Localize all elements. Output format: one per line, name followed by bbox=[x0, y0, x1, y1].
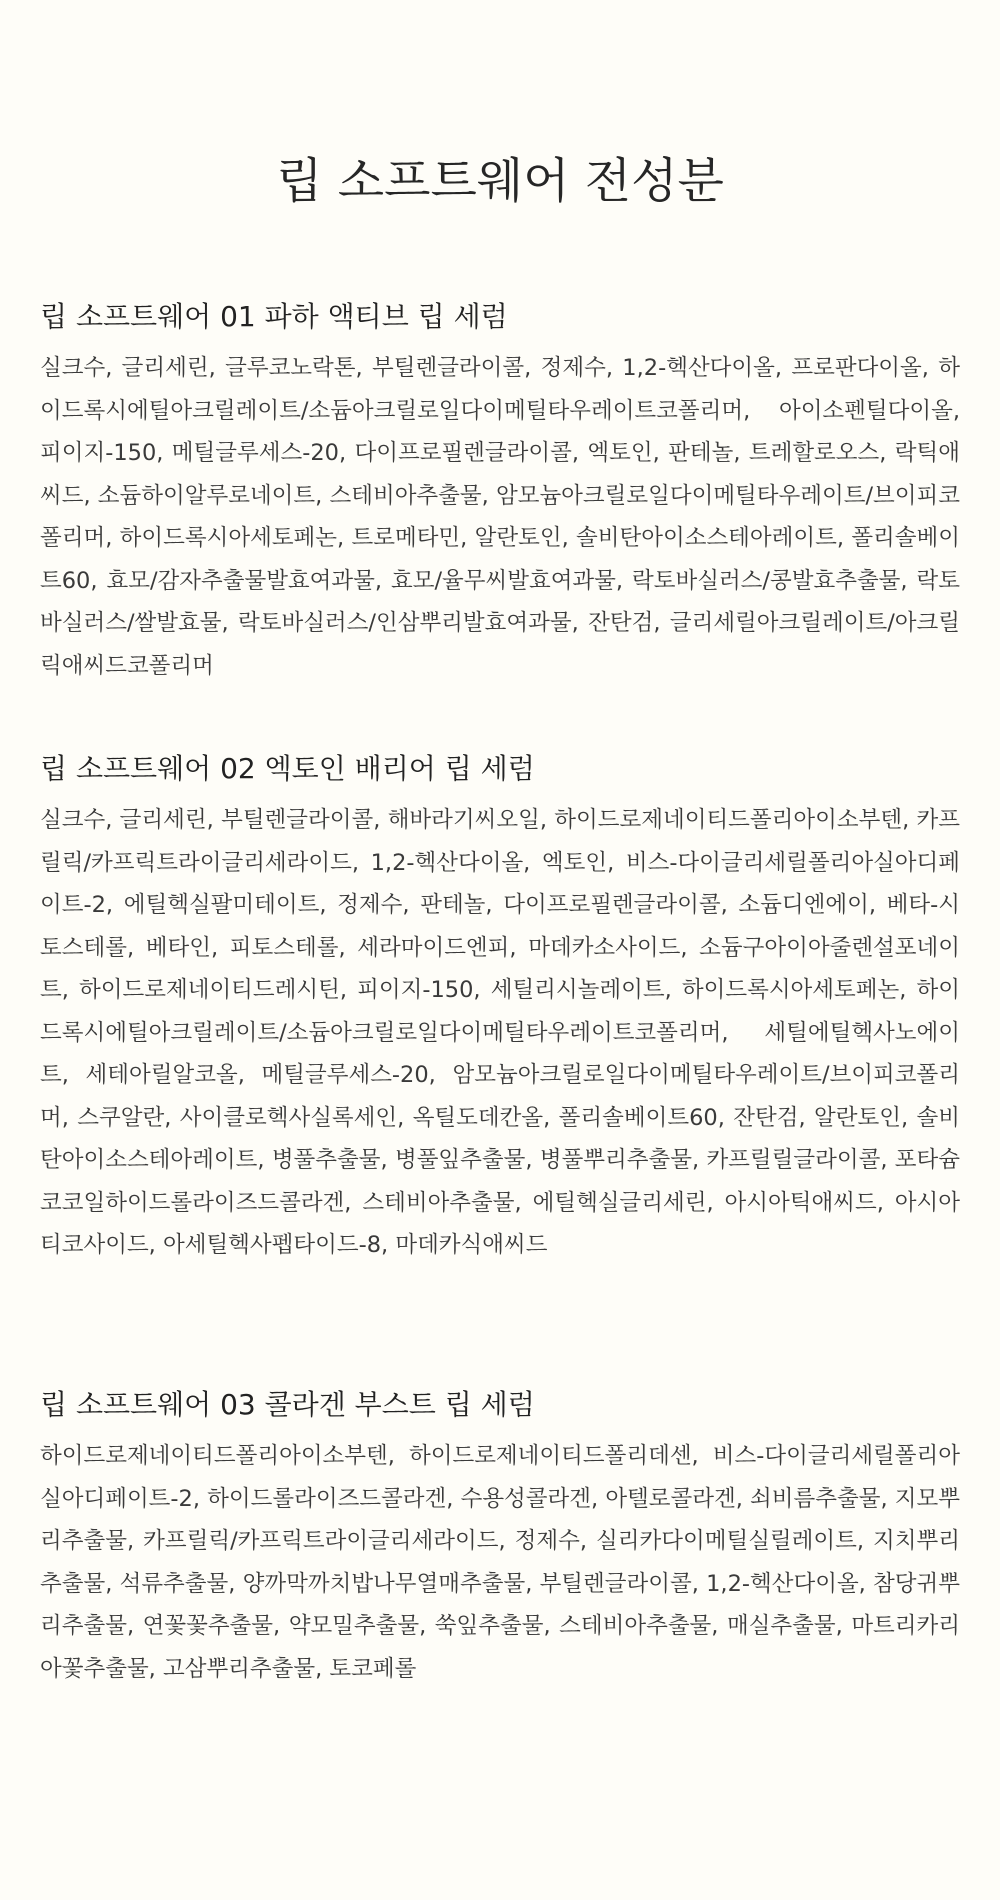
ingredient-section bbox=[40, 297, 960, 687]
section-title: 립 소프트웨어 02 엑토인 배리어 립 세럼 bbox=[40, 752, 535, 785]
ingredient-list: 하이드로제네이티드폴리아이소부텐, 하이드로제네이티드폴리데센, 비스-다이글리세릴폴리아실아디페이트-2, 하이드롤라이즈드콜라겐, 수용성콜라겐, 아텔로콜라겐, 쇠비름추출물, 지모뿌리추출물, 카프릴릭/카프릭트라이글리세라이드, 정제수, 실리카다이메틸실릴레이트, 지치뿌리추출물, 석류추출물, 양까막까치밥나무열매추출물, 부틸렌글라이콜, 1,2-헥산다이올, 참당귀뿌리추출물, 연꽃꽃추출물, 약모밀추출물, 쑥잎추출물, 스테비아추출물, 매실추출물, 마트리카리아꽃추출물, 고삼뿌리추출물, 토코페롤 bbox=[40, 1443, 960, 1682]
ingredient-section bbox=[40, 749, 960, 1267]
ingredient-list: 실크수, 글리세린, 부틸렌글라이콜, 해바라기씨오일, 하이드로제네이티드폴리아이소부텐, 카프릴릭/카프릭트라이글리세라이드, 1,2-헥산다이올, 엑토인, 비스-다이글리세릴폴리아실아디페이트-2, 에틸헥실팔미테이트, 정제수, 판테놀, 다이프로필렌글라이콜, 소듐디엔에이, 베타-시토스테롤, 베타인, 피토스테롤, 세라마이드엔피, 마데카소사이드, 소듐구아이아줄렌설포네이트, 하이드로제네이티드레시틴, 피이지-150, 세틸리시놀레이트, 하이드록시아세토페논, 하이드록시에틸아크릴레이트/소듐아크릴로일다이메틸타우레이트코폴리머, 세틸에틸헥사노에이트, 세테아릴알코올, 메틸글루세스-20, 암모늄아크릴로일다이메틸타우레이트/브이피코폴리머, 스쿠알란, 사이클로헥사실록세인, 옥틸도데칸올, 폴리솔베이트60, 잔탄검, 알란토인, 솔비탄아이소스테아레이트, 병풀추출물, 병풀잎추출물, 병풀뿌리추출물, 카프릴릴글라이콜, 포타슘코코일하이드롤라이즈드콜라겐, 스테비아추출물, 에틸헥실글리세린, 아시아틱애씨드, 아시아티코사이드, 아세틸헥사펩타이드-8, 마데카식애씨드 bbox=[40, 807, 960, 1258]
section-title: 립 소프트웨어 01 파하 액티브 립 세럼 bbox=[40, 300, 508, 333]
ingredient-list: 실크수, 글리세린, 글루코노락톤, 부틸렌글라이콜, 정제수, 1,2-헥산다이올, 프로판다이올, 하이드록시에틸아크릴레이트/소듐아크릴로일다이메틸타우레이트코폴리머, 아이소펜틸다이올, 피이지-150, 메틸글루세스-20, 다이프로필렌글라이콜, 엑토인, 판테놀, 트레할로오스, 락틱애씨드, 소듐하이알루로네이트, 스테비아추출물, 암모늄아크릴로일다이메틸타우레이트/브이피코폴리머, 하이드록시아세토페논, 트로메타민, 알란토인, 솔비탄아이소스테아레이트, 폴리솔베이트60, 효모/감자추출물발효여과물, 효모/율무씨발효여과물, 락토바실러스/콩발효추출물, 락토바실러스/쌀발효물, 락토바실러스/인삼뿌리발효여과물, 잔탄검, 글리세릴아크릴레이트/아크릴릭애씨드코폴리머 bbox=[40, 355, 960, 679]
section-title: 립 소프트웨어 03 콜라겐 부스트 립 세럼 bbox=[40, 1388, 535, 1421]
page-title: 립 소프트웨어 전성분 bbox=[276, 153, 724, 209]
ingredient-section bbox=[40, 1385, 960, 1690]
